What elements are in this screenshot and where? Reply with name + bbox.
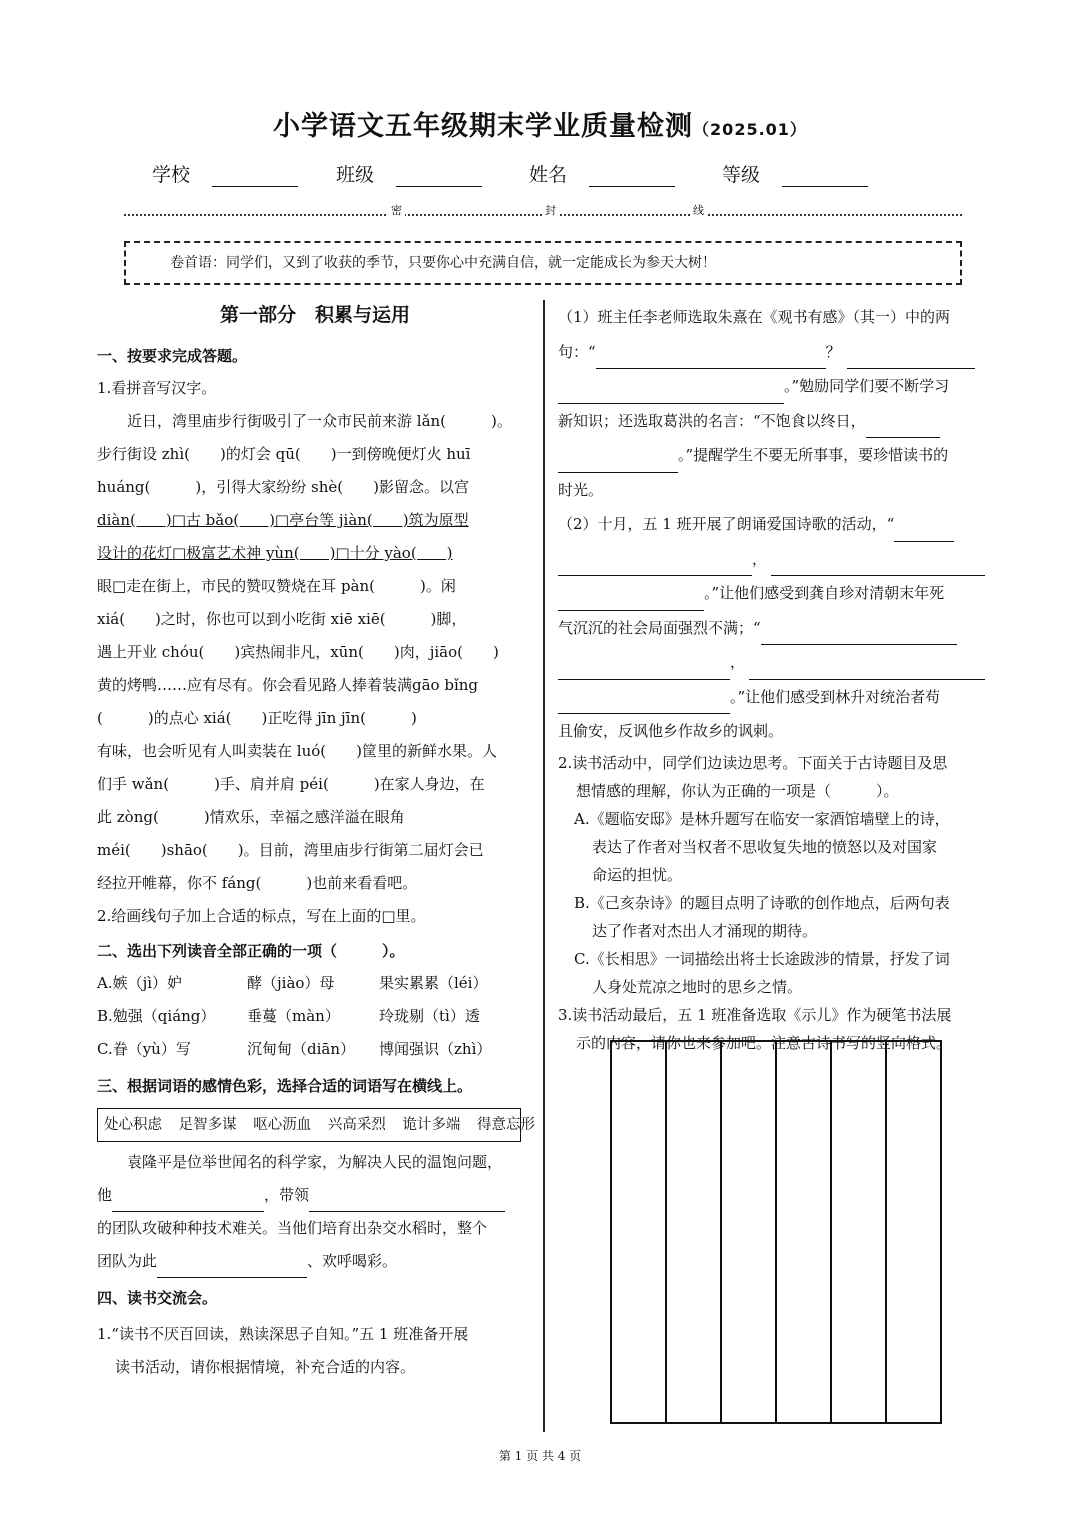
- r1-blank-5[interactable]: [558, 452, 678, 473]
- r1-blank-2[interactable]: [847, 348, 975, 369]
- page-title: [0, 104, 1080, 143]
- option-a-3: 命运的担忧。: [592, 865, 683, 884]
- section-1-heading: 一、按要求完成答题。: [97, 347, 248, 365]
- sec3-blank-1[interactable]: [112, 1191, 264, 1212]
- pron-b-2: 垂蔓（màn）: [247, 1007, 340, 1025]
- calligraphy-grid[interactable]: [610, 1040, 942, 1424]
- option-c-1: C.《长相思》一词描绘出将士长途跋涉的情景，抒发了词: [574, 949, 950, 968]
- sec3-text-4a: 团队为此: [97, 1252, 158, 1270]
- pinyin-line-14: méi( )shāo( )。目前，湾里庙步行街第二届灯会已: [97, 841, 484, 859]
- option-a-2: 表达了作者对当权者不思收复失地的愤怒以及对国家: [592, 837, 938, 856]
- sec3-blank-2[interactable]: [309, 1191, 505, 1212]
- motto-box: 卷首语：同学们，又到了收获的季节，只要你心中充满自信，就一定能成长为参天大树！: [124, 241, 962, 285]
- title-date: （2025.01）: [693, 120, 807, 139]
- r2-line-d: [558, 611, 992, 646]
- r2-text-d: 气沉沉的社会局面强烈不满；“: [558, 618, 761, 637]
- question-2-prompt: 2.给画线句子加上合适的标点，写在上面的□里。: [97, 907, 426, 925]
- grid-column[interactable]: [832, 1042, 887, 1422]
- pinyin-line-12: 们手 wǎn( )手、肩并肩 péi( )在家人身边，在: [97, 775, 485, 793]
- grid-column[interactable]: [667, 1042, 722, 1422]
- seal-mi: 密: [388, 202, 405, 218]
- q3-line-b: 示的内容，请你也来参加吧。注意古诗书写的竖向格式。: [576, 1033, 952, 1052]
- r2-blank-5[interactable]: [761, 624, 957, 645]
- r1-line-d: [558, 404, 992, 439]
- question-1-prompt: 1.看拼音写汉字。: [97, 379, 217, 397]
- sec3-text-2b: ，带领: [264, 1186, 310, 1204]
- pinyin-line-1: 近日，湾里庙步行街吸引了一众市民前来游 lǎn( )。: [127, 412, 512, 430]
- r2-line-c: [558, 576, 992, 611]
- word-3: 呕心沥血: [253, 1117, 312, 1133]
- q2-block: [558, 749, 992, 1057]
- r1-text-c: ？: [825, 342, 841, 361]
- name-blank[interactable]: [589, 166, 675, 187]
- r1-line-b: [558, 335, 992, 370]
- r1-line-c: [558, 369, 992, 404]
- r2-blank-7[interactable]: [749, 659, 985, 680]
- r2-blank-1[interactable]: [894, 521, 954, 542]
- title-text: 小学语文五年级期末学业质量检测: [273, 111, 694, 142]
- pinyin-line-15: 经拉开帷幕，你不 fáng( )也前来看看吧。: [97, 874, 418, 892]
- seal-feng: 封: [542, 202, 559, 218]
- grid-column[interactable]: [777, 1042, 832, 1422]
- r1-text-e: 新知识；还选取葛洪的名言：“不饱食以终日，: [558, 411, 866, 430]
- school-label: 学校: [152, 164, 191, 186]
- sec3-text-1: 袁隆平是位举世闻名的科学家，为解决人民的温饱问题，: [127, 1153, 503, 1171]
- sec4-q1-a: 1.“读书不厌百回读，熟读深思子自知。”五 1 班准备开展: [97, 1325, 469, 1343]
- pron-a-1: A.嫉（jì）妒: [97, 974, 183, 992]
- word-6: 得意忘形: [477, 1117, 536, 1133]
- r2-line-g: 且偷安，反讽他乡作故乡的讽刺。: [558, 722, 784, 740]
- class-label: 班级: [336, 164, 375, 186]
- sec3-text-2a: 他: [97, 1186, 113, 1204]
- r2-blank-4[interactable]: [558, 590, 704, 611]
- grid-column[interactable]: [612, 1042, 667, 1422]
- grid-column[interactable]: [887, 1042, 940, 1422]
- class-field: [336, 160, 482, 187]
- r2-line-e: [558, 645, 992, 680]
- grade-blank[interactable]: [782, 166, 868, 187]
- pinyin-line-7: xiá( )之时，你也可以到小吃街 xiē xiē( )脚，: [97, 610, 467, 628]
- pinyin-line-6: 眼□走在街上，市民的赞叹赞烧在耳 pàn( )。闲: [97, 577, 456, 595]
- pron-a-3: 果实累累（léi）: [379, 974, 488, 992]
- section-2-heading: 二、选出下列读音全部正确的一项（ ）。: [97, 942, 405, 960]
- r1-text-f: 。”提醒学生不要无所事事，要珍惜读书的: [678, 446, 949, 464]
- seal-line: [124, 200, 962, 216]
- r1-blank-1[interactable]: [596, 348, 826, 369]
- r2-text-a: （2）十月，五 1 班开展了朗诵爱国诗歌的活动，“: [558, 515, 895, 533]
- r2-text-c: 。”让他们感受到龚自珍对清朝末年死: [704, 584, 945, 602]
- sec3-text-3: 的团队攻破种种技术难关。当他们培育出杂交水稻时，整个: [97, 1219, 488, 1237]
- option-b-2: 达了作者对杰出人才涌现的期待。: [592, 921, 818, 940]
- r2-line-b: [558, 542, 992, 577]
- part-one-title: 第一部分 积累与运用: [219, 304, 410, 326]
- pron-row-a: [97, 967, 533, 1000]
- word-4: 兴高采烈: [327, 1117, 386, 1133]
- pinyin-line-9: 黄的烤鸭……应有尽有。你会看见路人捧着装满gāo bǐng: [97, 676, 479, 694]
- grade-field: [722, 160, 868, 187]
- r1-line-a: （1）班主任李老师选取朱熹在《观书有感》（其一）中的两: [558, 308, 951, 326]
- section-3-heading: 三、根据词语的感情色彩，选择合适的词语写在横线上。: [97, 1077, 473, 1095]
- r2-blank-2[interactable]: [558, 555, 752, 576]
- word-1: 处心积虑: [104, 1117, 162, 1133]
- sec3-blank-3[interactable]: [157, 1257, 307, 1278]
- page-footer: 第 1 页 共 4 页: [498, 1449, 582, 1463]
- pinyin-line-4: diàn( )□古 bǎo( )□亭台等 jiàn( )筑为原型: [97, 511, 469, 529]
- option-a-1: A.《题临安邸》是林升题写在临安一家酒馆墙壁上的诗，: [574, 809, 950, 828]
- name-label: 姓名: [529, 164, 568, 186]
- pron-row-c: [97, 1033, 533, 1066]
- sec3-text-4: [97, 1245, 533, 1278]
- r2-text-f: 。”让他们感受到林升对统治者苟: [730, 687, 941, 706]
- column-divider: [543, 300, 545, 1432]
- pron-a-2: 酵（jiào）母: [247, 974, 335, 992]
- r2-line-a: [558, 507, 992, 542]
- pron-c-3: 博闻强识（zhì）: [379, 1040, 492, 1058]
- class-blank[interactable]: [396, 166, 482, 187]
- r2-text-b: ，: [752, 549, 768, 568]
- seal-xian: 线: [690, 202, 707, 218]
- grade-label: 等级: [722, 164, 761, 186]
- r1-line-e: [558, 438, 992, 473]
- q2-line-b: 想情感的理解，你认为正确的一项是（ ）。: [576, 781, 899, 800]
- word-5: 诡计多端: [402, 1117, 461, 1133]
- r1-line-f: 时光。: [558, 480, 604, 499]
- section-4-heading: 四、读书交流会。: [97, 1289, 218, 1307]
- r1-blank-4[interactable]: [866, 417, 940, 438]
- pron-row-b: [97, 1000, 533, 1033]
- pinyin-line-8: 遇上开业 chóu( )宾热闹非凡，xūn( )肉，jiāo( ): [97, 643, 499, 661]
- pinyin-line-13: 此 zòng( )情欢乐，幸福之感洋溢在眼角: [97, 808, 405, 826]
- pron-c-2: 沉甸甸（diān）: [247, 1040, 356, 1058]
- grid-column[interactable]: [722, 1042, 777, 1422]
- word-2: 足智多谋: [178, 1117, 237, 1133]
- school-field: [152, 160, 298, 187]
- r1-text-d: 。”勉励同学们要不断学习: [784, 377, 950, 395]
- r1-blank-3[interactable]: [558, 383, 784, 404]
- option-b-1: B.《己亥杂诗》的题目点明了诗歌的创作地点，后两句表: [574, 893, 950, 912]
- school-blank[interactable]: [212, 166, 298, 187]
- pinyin-line-5: 设计的花灯□极富艺术神 yùn( )□十分 yào( ): [97, 544, 453, 562]
- r1-text-b: 句：“: [558, 342, 596, 361]
- sec3-text-2: [97, 1179, 533, 1212]
- q2-line-a: 2.读书活动中，同学们边读边思考。下面关于古诗题目及思: [558, 753, 948, 772]
- r2-blank-3[interactable]: [771, 555, 985, 576]
- pinyin-line-3: huáng( )，引得大家纷纷 shè( )影留念。以宫: [97, 478, 469, 496]
- sec4-q1-b: 读书活动，请你根据情境，补充合适的内容。: [115, 1358, 416, 1376]
- r2-blank-8[interactable]: [558, 693, 730, 714]
- pinyin-line-11: 有味，也会听见有人叫卖装在 luó( )筐里的新鲜水果。人: [97, 742, 497, 760]
- pinyin-line-2: 步行街设 zhì( )的灯会 qū( )一到傍晚便灯火 huī: [97, 445, 471, 463]
- r2-blank-6[interactable]: [558, 659, 730, 680]
- right-column: [558, 300, 992, 1057]
- pinyin-line-10: ( )的点心 xiá( )正吃得 jīn jīn( ): [97, 709, 417, 727]
- name-field: [529, 160, 675, 187]
- q3-line-a: 3.读书活动最后，五 1 班准备选取《示儿》作为硬笔书法展: [558, 1005, 952, 1024]
- pron-c-1: C.眷（yù）写: [97, 1040, 191, 1058]
- r2-text-e: ，: [730, 653, 746, 671]
- r2-line-f: [558, 680, 992, 715]
- word-bank: [97, 1108, 536, 1142]
- pron-b-3: 玲珑剔（tì）透: [379, 1007, 480, 1025]
- option-c-2: 人身处荒凉之地时的思乡之情。: [592, 977, 803, 996]
- pron-b-1: B.勉强（qiáng）: [97, 1007, 216, 1025]
- sec3-text-4b: 、欢呼喝彩。: [307, 1252, 398, 1270]
- left-column: [97, 300, 536, 1384]
